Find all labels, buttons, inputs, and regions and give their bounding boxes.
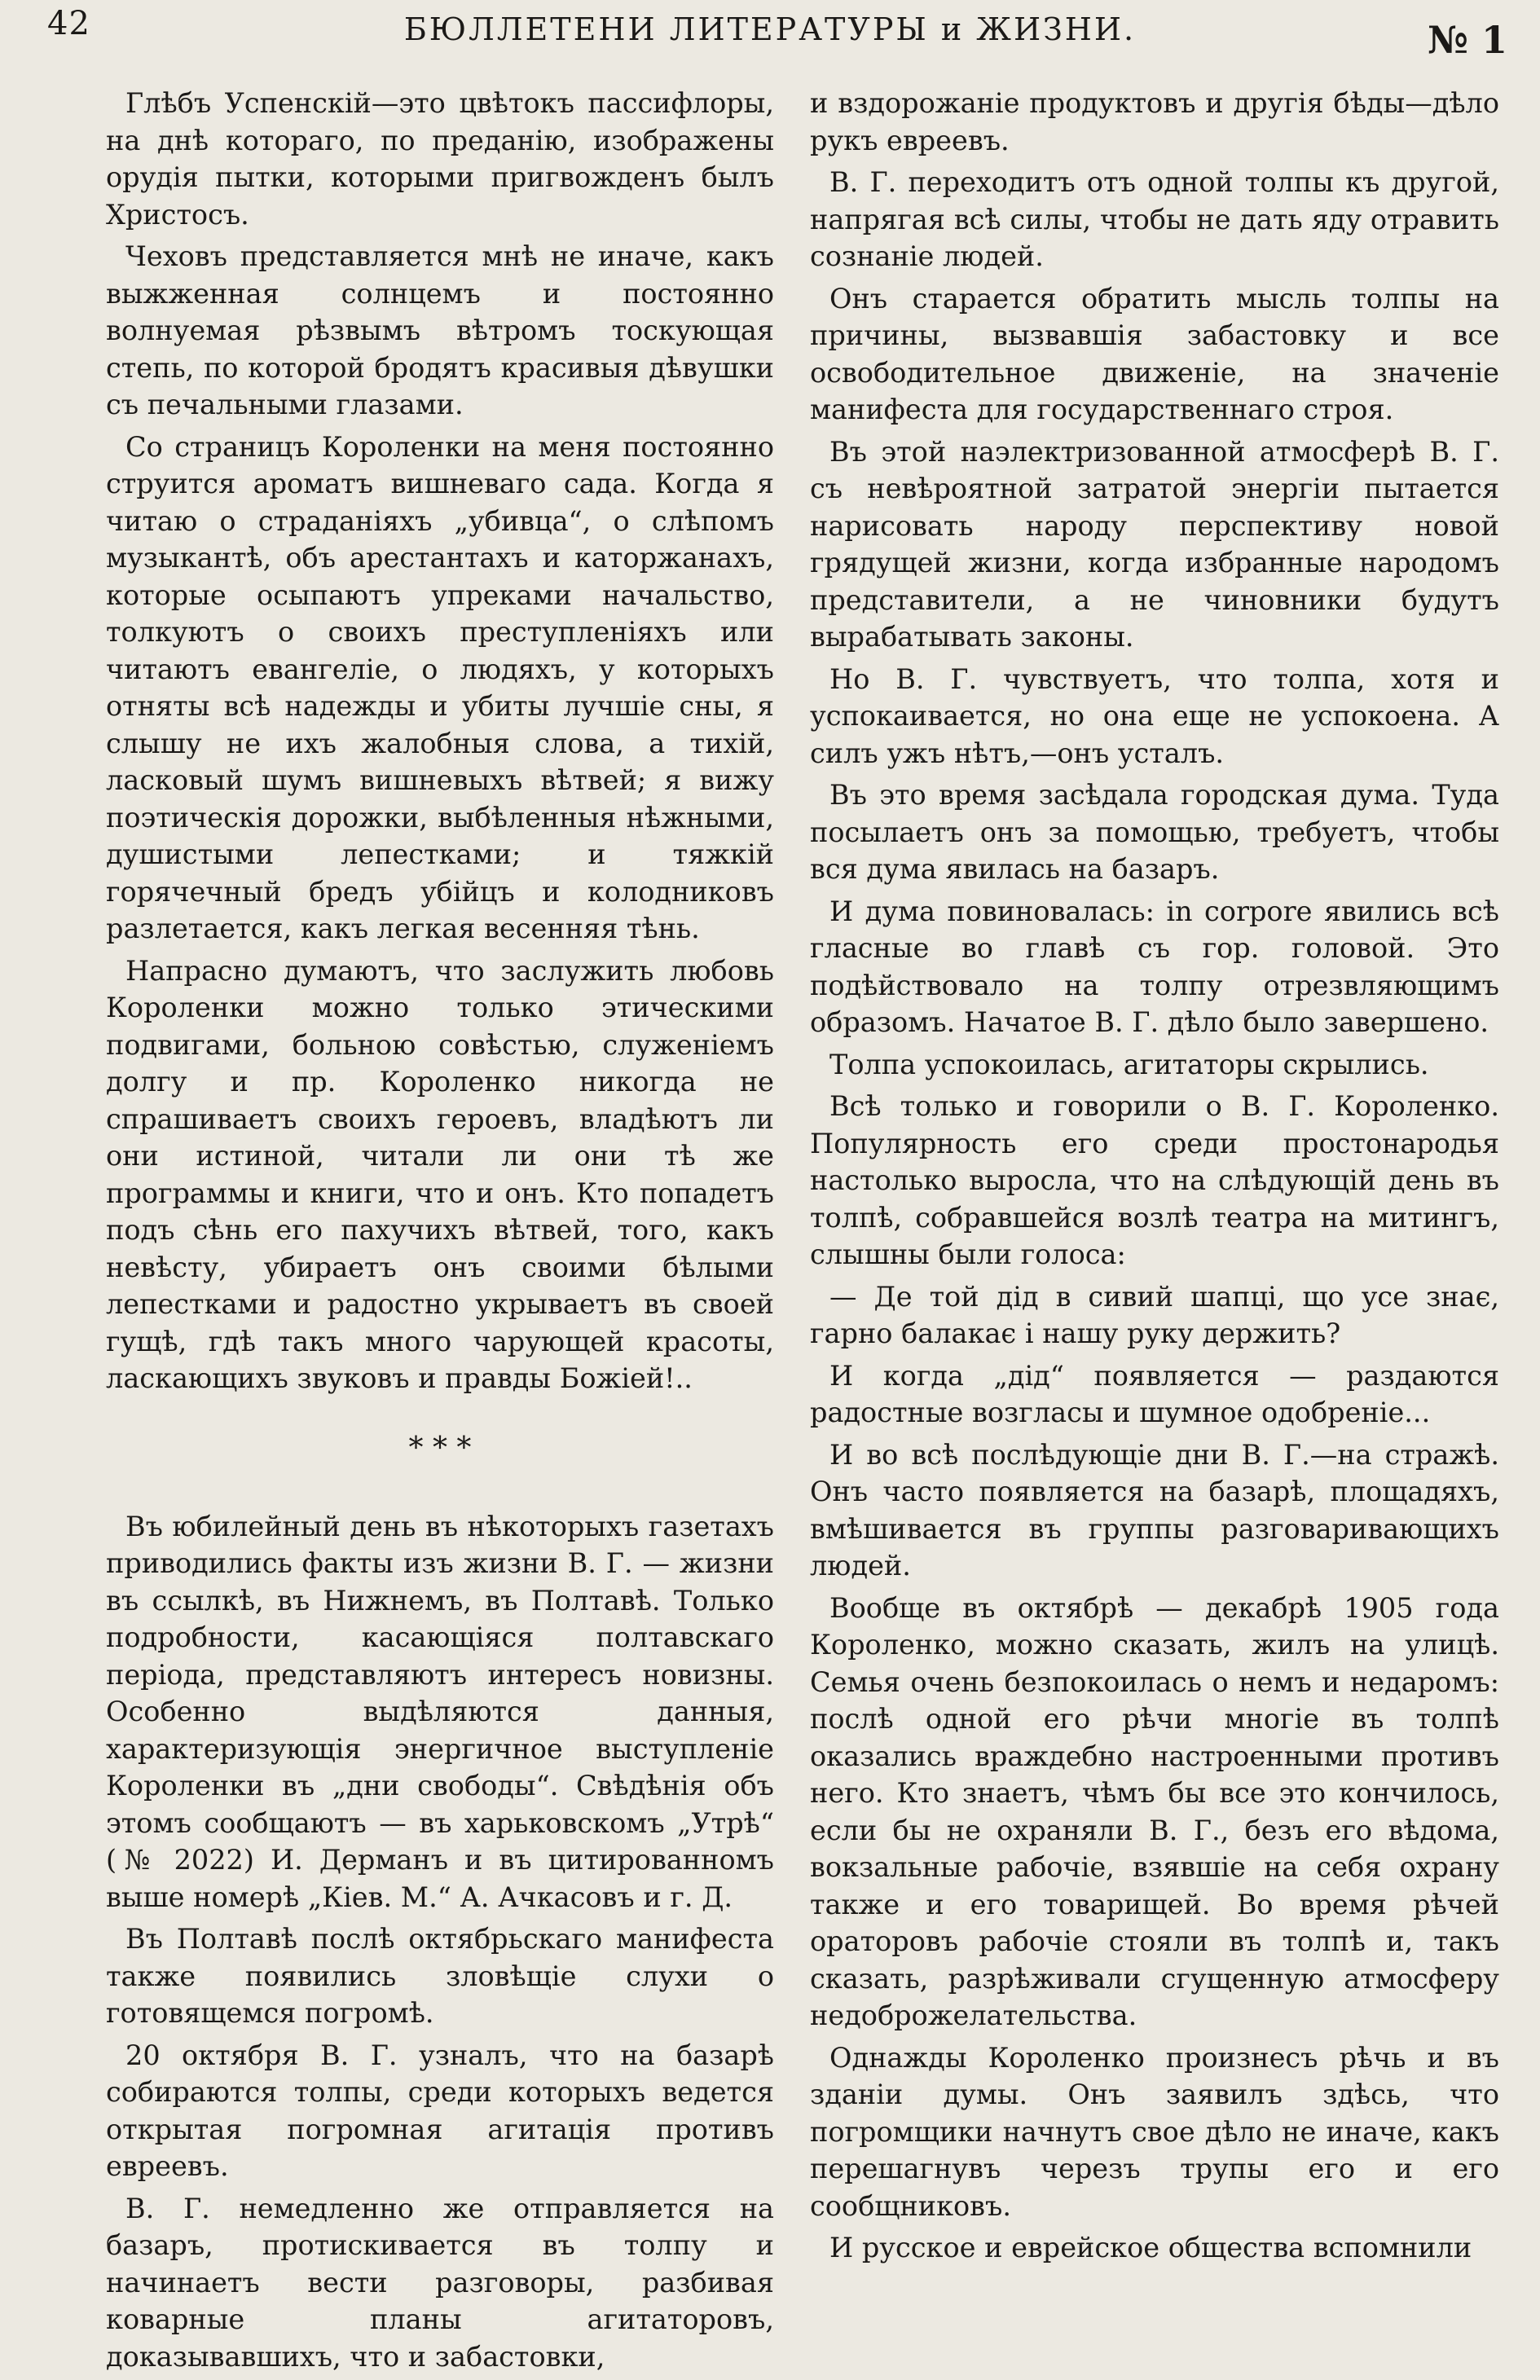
- paragraph: В. Г. переходитъ отъ одной толпы къ другой, напрягая всѣ силы, чтобы не дать яду отравить сознаніе людей.: [810, 166, 1499, 272]
- paragraph: — Де той дід в сивий шапці, що усе знає, гарно балакає і нашу руку держить?: [810, 1280, 1499, 1349]
- running-title: БЮЛЛЕТЕНИ ЛИТЕРАТУРЫ и ЖИЗНИ.: [403, 11, 1137, 47]
- paragraph: Но В. Г. чувствуетъ, что толпа, хотя и успокаивается, но она еще не успокоена. А силъ ужъ нѣтъ,—онъ усталъ.: [810, 662, 1499, 769]
- paragraph: Глѣбъ Успенскій—это цвѣтокъ пассифлоры, на днѣ котораго, по преданію, изображены орудія пытки, которыми пригвожденъ былъ Христосъ.: [106, 87, 774, 231]
- paragraph: Всѣ только и говорили о В. Г. Короленко. Популярность его среди простонародья настолько выросла, что на слѣдующій день въ толпѣ, собравшейся возлѣ театра на митингъ, слышны были голоса:: [810, 1090, 1499, 1270]
- paragraph: Напрасно думаютъ, что заслужить любовь Короленки можно только этическими подвигами, больною совѣстью, служеніемъ долгу и пр. Короленко никогда не спрашиваетъ своихъ героевъ, владѣютъ ли они истиной, читали ли они тѣ же программы и книги, что и онъ. Кто попадетъ подъ сѣнь его пахучихъ вѣтвей, того, какъ невѣсту, убираетъ онъ своими бѣлыми лепестками и радостно укрываетъ въ своей гущѣ, гдѣ такъ много чарующей красоты, ласкающихъ звуковъ и правды Божіей!..: [106, 954, 774, 1394]
- right-column: [810, 85, 1499, 2272]
- section-asterism: * * *: [408, 1431, 472, 1465]
- paragraph: Въ Полтавѣ послѣ октябрьскаго манифеста также появились зловѣщіе слухи о готовящемся погромѣ.: [106, 1923, 774, 2029]
- page-header: [0, 0, 1540, 65]
- paragraph: Въ этой наэлектризованной атмосферѣ В. Г. съ невѣроятной затратой энергіи пытается нарисовать народу перспективу новой грядущей жизни, когда избранные народомъ представители, а не чиновники будутъ вырабатывать законы.: [810, 435, 1499, 653]
- paragraph: Въ юбилейный день въ нѣкоторыхъ газетахъ приводились факты изъ жизни В. Г. — жизни въ ссылкѣ, въ Нижнемъ, въ Полтавѣ. Только подробности, касающіяся полтавскаго періода, представляютъ интересъ новизны. Особенно выдѣляются данныя, характеризующія энергичное выступленіе Короленки въ „дни свободы“. Свѣдѣнія объ этомъ сообщаютъ — въ харьковскомъ „Утрѣ“ (№ 2022) И. Дерманъ и въ цитированномъ выше номерѣ „Кіев. М.“ А. Ачкасовъ и г. Д.: [106, 1510, 774, 1913]
- paragraph: И дума повиновалась: in corpore явились всѣ гласные во главѣ съ гор. головой. Это подѣйствовало на толпу отрезвляющимъ образомъ. Начатое В. Г. дѣло было завершено.: [810, 895, 1499, 1038]
- paragraph: И когда „дід“ появляется — раздаются радостные возгласы и шумное одобреніе...: [810, 1359, 1499, 1428]
- paragraph: Вообще въ октябрѣ — декабрѣ 1905 года Короленко, можно сказать, жилъ на улицѣ. Семья очень безпокоилась о немъ и недаромъ: послѣ одной его рѣчи многіе въ толпѣ оказались враждебно настроенными противъ него. Кто знаетъ, чѣмъ бы все это кончилось, если бы не охраняли В. Г., безъ его вѣдома, вокзальные рабочіе, взявшіе на себя охрану также и его товарищей. Во время рѣчей ораторовъ рабочіе стояли въ толпѣ и, такъ сказать, разрѣживали сгущенную атмосферу недоброжелательства.: [810, 1591, 1499, 2031]
- paragraph: Со страницъ Короленки на меня постоянно струится ароматъ вишневаго сада. Когда я читаю о страданіяхъ „убивца“, о слѣпомъ музыкантѣ, объ арестантахъ и каторжанахъ, которые осыпаютъ упреками начальство, толкуютъ о своихъ преступленіяхъ или читаютъ евангеліе, о людяхъ, у которыхъ отняты всѣ надежды и убиты лучшіе сны, я слышу не ихъ жалобныя слова, а тихій, ласковый шумъ вишневыхъ вѣтвей; я вижу поэтическія дорожки, выбѣленныя нѣжными, душистыми лепестками; и тяжкій горячечный бредъ убійцъ и колодниковъ разлетается, какъ легкая весенняя тѣнь.: [106, 430, 774, 944]
- page-number: 42: [47, 5, 90, 42]
- paragraph: 20 октября В. Г. узналъ, что на базарѣ собираются толпы, среди которыхъ ведется открытая погромная агитація противъ евреевъ.: [106, 2039, 774, 2182]
- paragraph: Онъ старается обратить мысль толпы на причины, вызвавшія забастовку и все освободительное движеніе, на значеніе манифеста для государственнаго строя.: [810, 282, 1499, 425]
- paragraph-continuation: и вздорожаніе продуктовъ и другія бѣды—дѣло рукъ евреевъ.: [810, 87, 1499, 156]
- paragraph: Чеховъ представляется мнѣ не иначе, какъ выжженная солнцемъ и постоянно волнуемая рѣзвымъ вѣтромъ тоскующая степь, по которой бродятъ красивыя дѣвушки съ печальными глазами.: [106, 240, 774, 420]
- paragraph: В. Г. немедленно же отправляется на базаръ, протискивается въ толпу и начинаетъ вести разговоры, разбивая коварные планы агитаторовъ, доказывавшихъ, что и забастовки,: [106, 2192, 774, 2373]
- issue-number: № 1: [1427, 18, 1507, 62]
- paragraph: Толпа успокоилась, агитаторы скрылись.: [829, 1048, 1429, 1080]
- paragraph: Въ это время засѣдала городская дума. Туда посылаетъ онъ за помощью, требуетъ, чтобы вся дума явилась на базаръ.: [810, 779, 1499, 885]
- paragraph: И русское и еврейское общества вспомнили: [829, 2232, 1472, 2263]
- paragraph: И во всѣ послѣдующіе дни В. Г.—на стражѣ. Онъ часто появляется на базарѣ, площадяхъ, вмѣшивается въ группы разговаривающихъ людей.: [810, 1438, 1499, 1582]
- left-column: [106, 85, 774, 2380]
- paragraph: Однажды Короленко произнесъ рѣчь и въ зданіи думы. Онъ заявилъ здѣсь, что погромщики начнутъ свое дѣло не иначе, какъ перешагнувъ черезъ трупы его и его сообщниковъ.: [810, 2041, 1499, 2222]
